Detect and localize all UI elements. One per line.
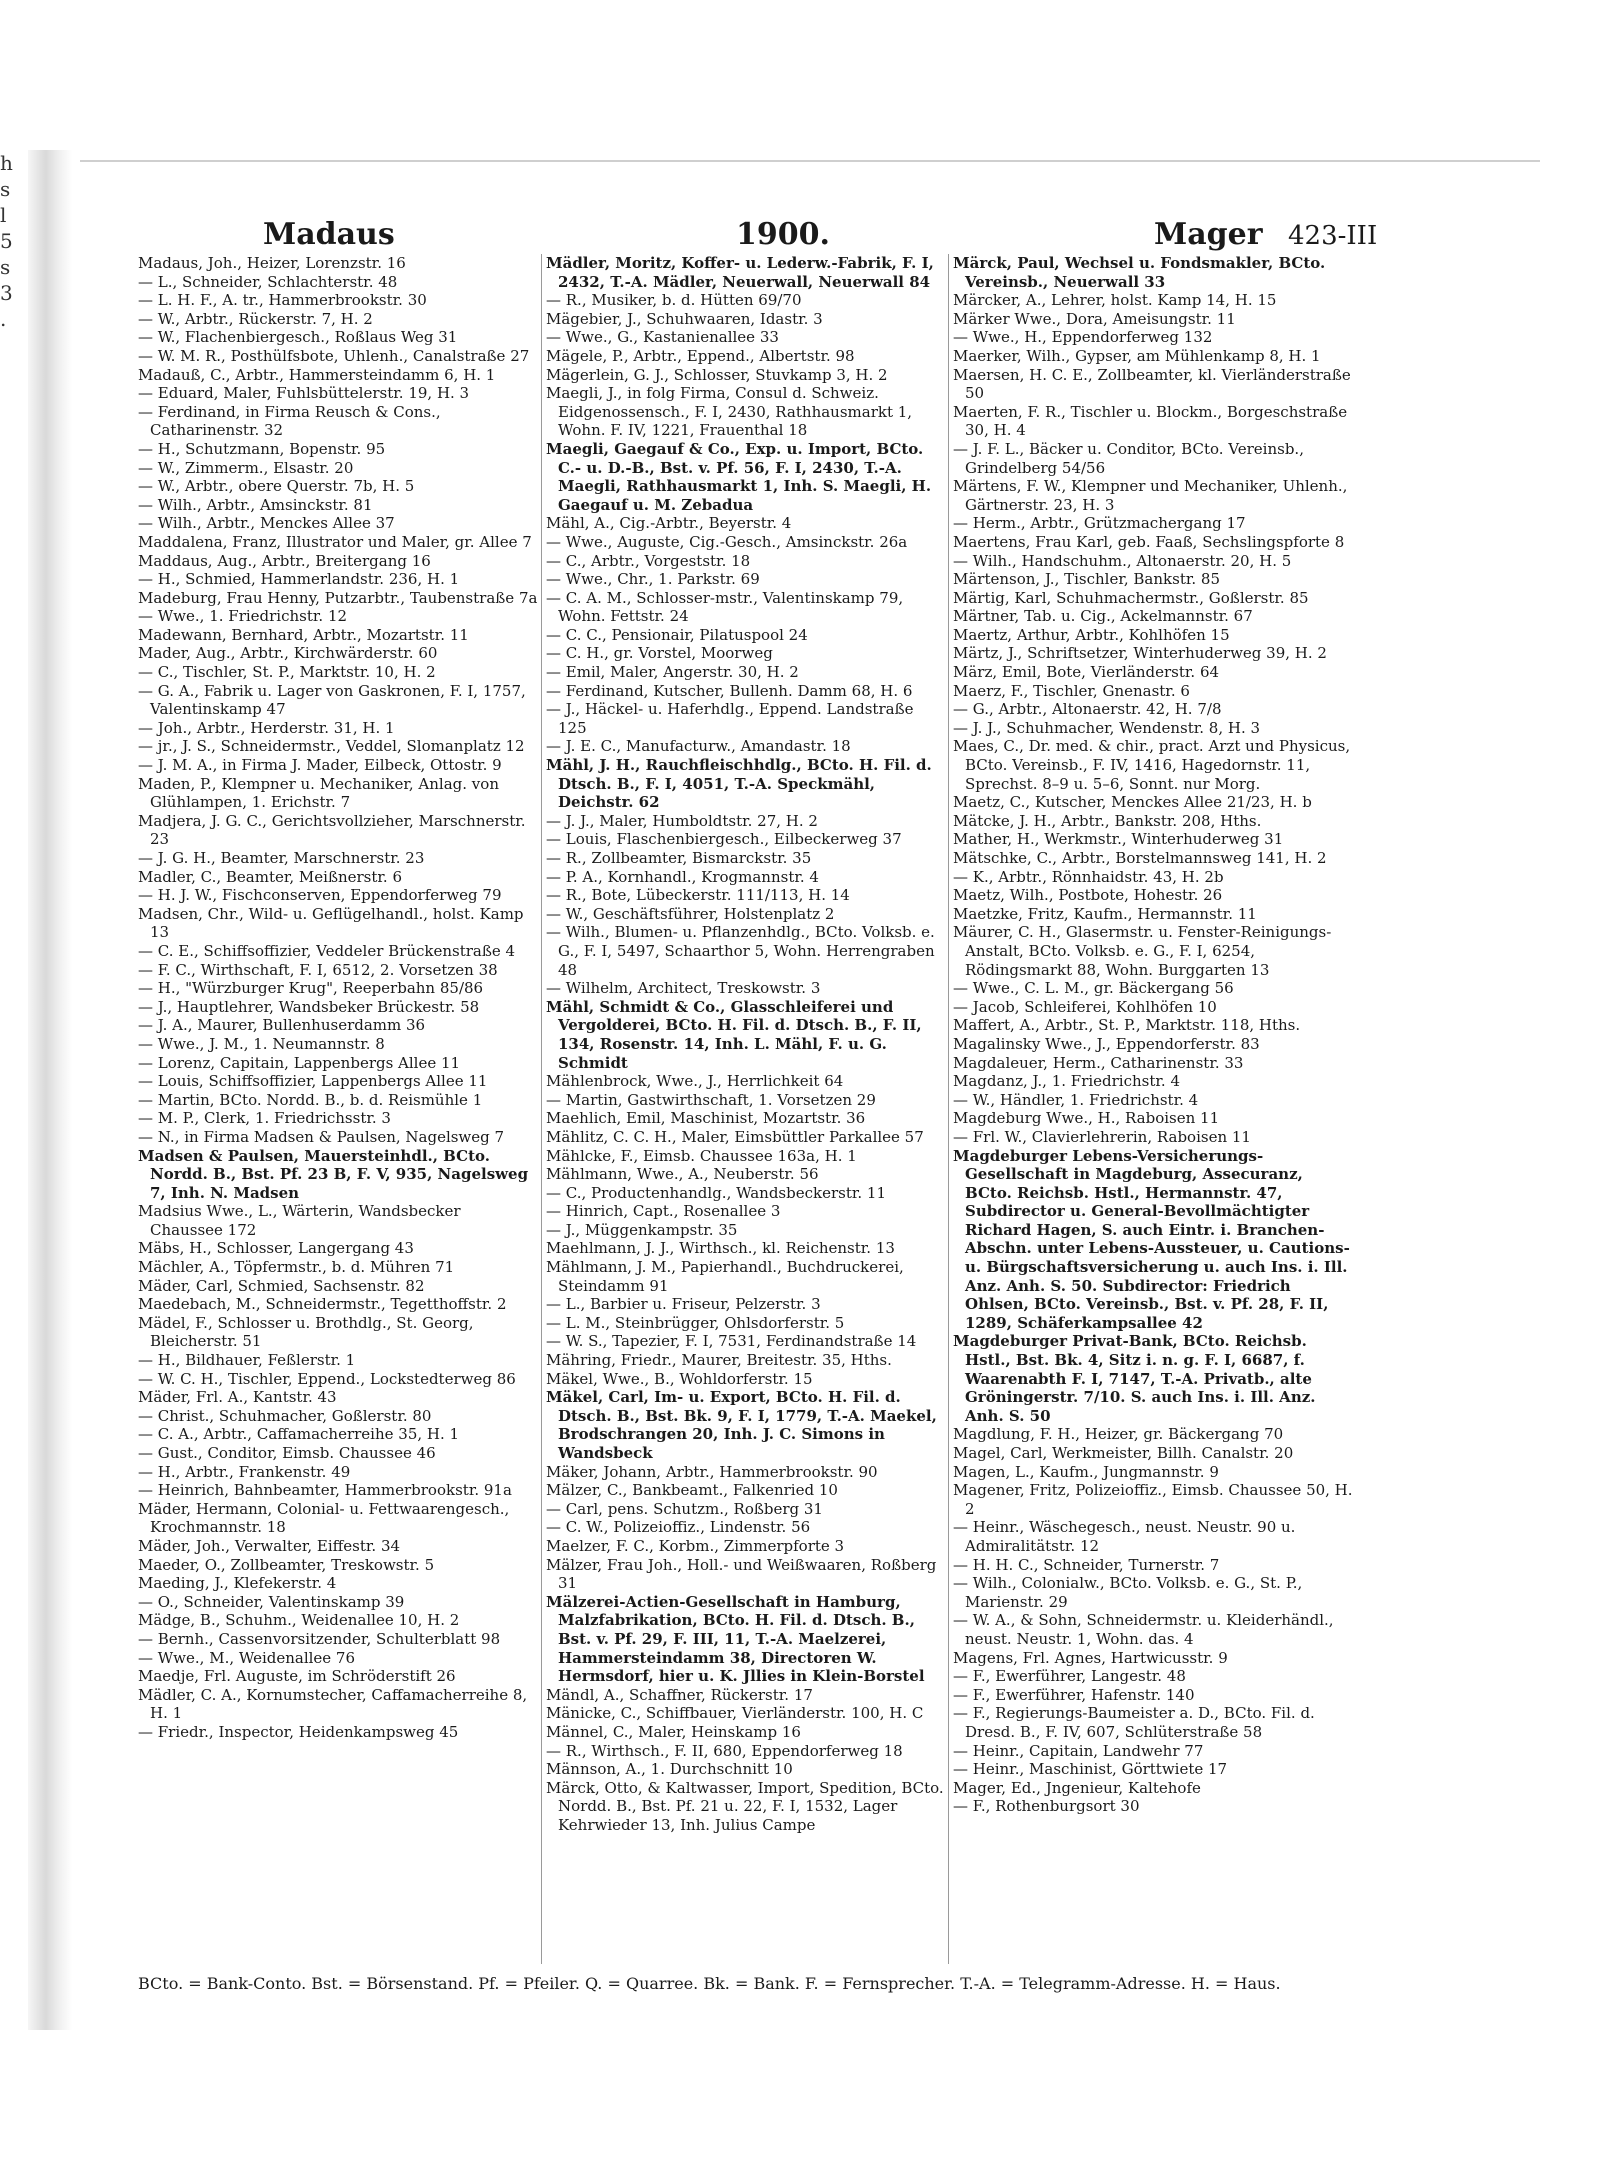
directory-entry: Märtens, F. W., Klempner und Mechaniker, Uhlenh., Gärtnerstr. 23, H. 3 [953, 477, 1348, 514]
directory-entry: Madewann, Bernhard, Arbtr., Mozartstr. 11 [138, 625, 469, 644]
directory-entry: — W., Flachenbiergesch., Roßlaus Weg 31 [138, 328, 458, 347]
directory-entry: — R., Zollbeamter, Bismarckstr. 35 [546, 849, 812, 867]
directory-entry: Magdanz, J., 1. Friedrichstr. 4 [953, 1072, 1180, 1091]
directory-entry: Mählenbrock, Wwe., J., Herrlichkeit 64 [546, 1072, 844, 1091]
directory-entry: Mähl, Schmidt & Co., Glasschleiferei und Vergolderei, BCto. H. Fil. d. Dtsch. B., F. II, 134, Rosenstr. 14, Inh. L. Mähl, F. u. G. Schmidt [546, 997, 922, 1072]
directory-entry: Madeburg, Frau Henny, Putzarbtr., Taubenstraße 7a [138, 588, 538, 607]
directory-entry: Magdeburg Wwe., H., Raboisen 11 [953, 1109, 1220, 1128]
fragment-char: 5 [0, 229, 13, 253]
directory-entry: — Frl. W., Clavierlehrerin, Raboisen 11 [953, 1127, 1251, 1146]
directory-entry: Mägele, P., Arbtr., Eppend., Albertstr. 98 [546, 346, 855, 365]
directory-entry: Madjera, J. G. C., Gerichtsvollzieher, Marschnerstr. 23 [138, 811, 526, 849]
directory-entry: — L., Schneider, Schlachterstr. 48 [138, 272, 398, 291]
directory-entry: Mählcke, F., Eimsb. Chaussee 163a, H. 1 [546, 1146, 857, 1165]
directory-entry: Maden, P., Klempner u. Mechaniker, Anlag. von Glühlampen, 1. Erichstr. 7 [138, 774, 499, 812]
directory-entry: — F., Ewerführer, Langestr. 48 [953, 1667, 1186, 1686]
directory-entry: — W. M. R., Posthülfsbote, Uhlenh., Canalstraße 27 [138, 346, 530, 365]
directory-entry: — Louis, Flaschenbiergesch., Eilbeckerweg 37 [546, 830, 902, 849]
column-2 [546, 254, 946, 1964]
directory-entry: Mähring, Friedr., Maurer, Breitestr. 35, Hths. [546, 1351, 892, 1370]
directory-entry: Madsen & Paulsen, Mauersteinhdl., BCto. Nordd. B., Bst. Pf. 23 B, F. V, 935, Nagelsweg 7, Inh. N. Madsen [138, 1146, 529, 1202]
directory-entry: — K., Arbtr., Rönnhaidstr. 43, H. 2b [953, 867, 1224, 886]
directory-entry: Mäurer, C. H., Glasermstr. u. Fenster-Reinigungs-Anstalt, BCto. Volksb. e. G., F. I, 6254, Rödingsmarkt 88, Wohn. Burggarten 13 [953, 923, 1332, 979]
directory-entry: Maetz, Wilh., Postbote, Hohestr. 26 [953, 886, 1223, 905]
directory-entry: — Eduard, Maler, Fuhlsbüttelerstr. 19, H. 3 [138, 384, 470, 403]
directory-entry: — H., Schmied, Hammerlandstr. 236, H. 1 [138, 570, 460, 589]
directory-entry: — H. H. C., Schneider, Turnerstr. 7 [953, 1555, 1220, 1574]
directory-entry: Mätcke, J. H., Arbtr., Bankstr. 208, Hths. [953, 811, 1262, 830]
directory-entry: — Wilhelm, Architect, Treskowstr. 3 [546, 979, 821, 998]
directory-entry: Magens, Frl. Agnes, Hartwicusstr. 9 [953, 1648, 1228, 1667]
directory-entry: Maehlmann, J. J., Wirthsch., kl. Reichenstr. 13 [546, 1239, 895, 1258]
directory-entry: Mätschke, C., Arbtr., Borstelmannsweg 141, H. 2 [953, 849, 1327, 867]
directory-entry: — W., Arbtr., obere Querstr. 7b, H. 5 [138, 477, 415, 496]
directory-entry: Maetzke, Fritz, Kaufm., Hermannstr. 11 [953, 904, 1257, 923]
directory-entry: Mändl, A., Schaffner, Rückerstr. 17 [546, 1685, 813, 1704]
directory-entry: — J. M. A., in Firma J. Mader, Eilbeck, Ottostr. 9 [138, 756, 502, 775]
directory-entry: Maeder, O., Zollbeamter, Treskowstr. 5 [138, 1555, 435, 1574]
directory-entry: Maddaus, Aug., Arbtr., Breitergang 16 [138, 551, 431, 570]
directory-entry: — F., Rothenburgsort 30 [953, 1797, 1140, 1816]
directory-entry: Maerker, Wilh., Gypser, am Mühlenkamp 8, H. 1 [953, 346, 1321, 365]
directory-entry: — W., Geschäftsführer, Holstenplatz 2 [546, 904, 835, 923]
directory-entry: Mägerlein, G. J., Schlosser, Stuvkamp 3, H. 2 [546, 365, 888, 384]
fragment-char: s [0, 255, 11, 279]
directory-entry: — C. A., Arbtr., Caffamacherreihe 35, H. 1 [138, 1425, 460, 1444]
directory-entry: — C. A. M., Schlosser-mstr., Valentinskamp 79, Wohn. Fettstr. 24 [546, 588, 904, 626]
directory-entry: — C., Tischler, St. P., Marktstr. 10, H. 2 [138, 663, 436, 682]
directory-entry: — R., Wirthsch., F. II, 680, Eppendorferweg 18 [546, 1741, 903, 1760]
directory-entry: — J. G. H., Beamter, Marschnerstr. 23 [138, 849, 425, 867]
header-right-keyword: Mager [1154, 217, 1263, 252]
directory-entry: — Jacob, Schleiferei, Kohlhöfen 10 [953, 997, 1217, 1016]
directory-entry: — W., Händler, 1. Friedrichstr. 4 [953, 1090, 1199, 1109]
directory-entry: — L., Barbier u. Friseur, Pelzerstr. 3 [546, 1295, 821, 1314]
page-number: 423-III [1288, 221, 1378, 251]
directory-entry: — Wwe., M., Weidenallee 76 [138, 1648, 356, 1667]
directory-entry: — Louis, Schiffsoffizier, Lappenbergs Allee 11 [138, 1072, 488, 1091]
directory-entry: — G., Arbtr., Altonaerstr. 42, H. 7/8 [953, 700, 1222, 719]
directory-entry: — Wilh., Colonialw., BCto. Volksb. e. G., St. P., Marienstr. 29 [953, 1574, 1303, 1611]
directory-entry: — Bernh., Cassenvorsitzender, Schulterblatt 98 [138, 1629, 501, 1648]
directory-entry: — C. E., Schiffsoffizier, Veddeler Brückenstraße 4 [138, 941, 516, 960]
directory-entry: — W. C. H., Tischler, Eppend., Lockstedterweg 86 [138, 1369, 516, 1388]
directory-entry: Magdaleuer, Herm., Catharinenstr. 33 [953, 1053, 1244, 1072]
fragment-char: h [0, 151, 13, 175]
directory-entry: — Lorenz, Capitain, Lappenbergs Allee 11 [138, 1053, 461, 1072]
directory-entry: — Wwe., C. L. M., gr. Bäckergang 56 [953, 979, 1234, 998]
directory-entry: Magdeburger Lebens-Versicherungs-Gesellschaft in Magdeburg, Assecuranz, BCto. Reichsb. Hstl., Hermannstr. 47, Subdirector u. General-Bevollmächtigter Richard Hagen, S. auch Eintr. i. Branchen-Abschn. unter Lebens-Aussteuer, u. Cautions- u. Bürgschaftsversicherung u. auch Ins. i. Ill. Anz. Anh. S. 50. Subdirector: Friedrich Ohlsen, BCto. Vereinsb., Bst. v. Pf. 28, F. II, 1289, Schäferkampsallee 42 [953, 1146, 1350, 1332]
directory-entry: — Hinrich, Capt., Rosenallee 3 [546, 1202, 781, 1221]
fragment-char: l [0, 203, 7, 227]
directory-entry: — J. J., Maler, Humboldtstr. 27, H. 2 [546, 811, 818, 830]
directory-entry: Maddalena, Franz, Illustrator und Maler, gr. Allee 7 [138, 532, 532, 551]
directory-entry: — Wwe., 1. Friedrichstr. 12 [138, 607, 348, 626]
directory-entry: Magalinsky Wwe., J., Eppendorferstr. 83 [953, 1034, 1260, 1053]
directory-entry: Maelzer, F. C., Korbm., Zimmerpforte 3 [546, 1536, 845, 1555]
directory-entry: Maehlich, Emil, Maschinist, Mozartstr. 36 [546, 1109, 866, 1128]
directory-entry: Madsius Wwe., L., Wärterin, Wandsbecker Chaussee 172 [138, 1202, 461, 1239]
directory-entry: — L. H. F., A. tr., Hammerbrookstr. 30 [138, 291, 427, 310]
directory-entry: — W. A., & Sohn, Schneidermstr. u. Kleiderhändl., neust. Neustr. 1, Wohn. das. 4 [953, 1611, 1334, 1648]
directory-columns [138, 254, 1393, 1964]
directory-entry: — Wwe., Auguste, Cig.-Gesch., Amsinckstr. 26a [546, 532, 908, 551]
directory-entry: Mächler, A., Töpfermstr., b. d. Mühren 71 [138, 1258, 455, 1277]
directory-entry: — O., Schneider, Valentinskamp 39 [138, 1592, 405, 1611]
directory-entry: — R., Bote, Lübeckerstr. 111/113, H. 14 [546, 886, 850, 905]
directory-entry: Maertz, Arthur, Arbtr., Kohlhöfen 15 [953, 625, 1230, 644]
directory-entry: — Martin, BCto. Nordd. B., b. d. Reismühle 1 [138, 1090, 483, 1109]
directory-entry: Magener, Fritz, Polizeioffiz., Eimsb. Chaussee 50, H. 2 [953, 1481, 1353, 1518]
directory-entry: Märtig, Karl, Schuhmachermstr., Goßlerstr. 85 [953, 588, 1309, 607]
directory-entry: Mädel, F., Schlosser u. Brothdlg., St. Georg, Bleicherstr. 51 [138, 1313, 474, 1351]
directory-entry: — R., Musiker, b. d. Hütten 69/70 [546, 291, 802, 310]
directory-entry: Mählmann, J. M., Papierhandl., Buchdruckerei, Steindamm 91 [546, 1258, 904, 1295]
directory-entry: — Gust., Conditor, Eimsb. Chaussee 46 [138, 1444, 436, 1462]
left-page-fragment [0, 150, 22, 1750]
column-divider [541, 254, 542, 1964]
directory-entry: — Friedr., Inspector, Heidenkampsweg 45 [138, 1722, 459, 1741]
directory-entry: — Wilh., Blumen- u. Pflanzenhdlg., BCto. Volksb. e. G., F. I, 5497, Schaarthor 5, Wohn. Herrengraben 48 [546, 923, 935, 979]
directory-entry: — Wilh., Handschuhm., Altonaerstr. 20, H. 5 [953, 551, 1292, 570]
directory-entry: — Joh., Arbtr., Herderstr. 31, H. 1 [138, 718, 395, 737]
directory-entry: — J., Häckel- u. Haferhdlg., Eppend. Landstraße 125 [546, 700, 914, 737]
directory-entry: Magdeburger Privat-Bank, BCto. Reichsb. Hstl., Bst. Bk. 4, Sitz i. n. g. F. I, 6687, f. Waarenabth F. I, 7147, T.-A. Privatb., alte Gröningerstr. 7/10. S. auch Ins. i. Ill. Anz. Anh. S. 50 [953, 1332, 1316, 1425]
directory-entry: Männson, A., 1. Durchschnitt 10 [546, 1760, 793, 1779]
directory-entry: Mähl, A., Cig.-Arbtr., Beyerstr. 4 [546, 514, 792, 533]
directory-entry: Mäkel, Wwe., B., Wohldorferstr. 15 [546, 1369, 813, 1388]
directory-entry: Männel, C., Maler, Heinskamp 16 [546, 1722, 801, 1741]
directory-entry: — M. P., Clerk, 1. Friedrichsstr. 3 [138, 1109, 391, 1128]
directory-entry: Mädler, Moritz, Koffer- u. Lederw.-Fabrik, F. I, 2432, T.-A. Mädler, Neuerwall, Neuerwall 84 [546, 254, 934, 291]
directory-entry: — F., Regierungs-Baumeister a. D., BCto. Fil. d. Dresd. B., F. IV, 607, Schlüterstraße 58 [953, 1704, 1315, 1741]
directory-entry: Maeding, J., Klefekerstr. 4 [138, 1574, 337, 1593]
directory-entry: — H., Bildhauer, Feßlerstr. 1 [138, 1351, 356, 1370]
directory-entry: Mälzer, C., Bankbeamt., Falkenried 10 [546, 1481, 838, 1500]
directory-entry: Magdlung, F. H., Heizer, gr. Bäckergang 70 [953, 1425, 1284, 1444]
directory-entry: — Heinr., Capitain, Landwehr 77 [953, 1741, 1204, 1760]
directory-entry: — Wwe., H., Eppendorferweg 132 [953, 328, 1213, 347]
directory-entry: — H., "Würzburger Krug", Reeperbahn 85/86 [138, 979, 484, 998]
directory-entry: — C. W., Polizeioffiz., Lindenstr. 56 [546, 1518, 811, 1537]
directory-entry: — C., Arbtr., Vorgeststr. 18 [546, 551, 751, 570]
directory-entry: — F. C., Wirthschaft, F. I, 6512, 2. Vorsetzen 38 [138, 960, 498, 979]
column-divider [948, 254, 949, 1964]
directory-entry: Mädler, C. A., Kornumstecher, Caffamacherreihe 8, H. 1 [138, 1685, 528, 1723]
directory-entry: Maedje, Frl. Auguste, im Schröderstift 26 [138, 1667, 456, 1686]
directory-entry: Mather, H., Werkmstr., Winterhuderweg 31 [953, 830, 1284, 849]
fragment-char: . [0, 307, 7, 331]
directory-entry: — Heinr., Wäschegesch., neust. Neustr. 90 u. Admiralitätstr. 12 [953, 1518, 1296, 1555]
directory-entry: — J. F. L., Bäcker u. Conditor, BCto. Vereinsb., Grindelberg 54/56 [953, 439, 1304, 477]
directory-entry: Mäder, Joh., Verwalter, Eiffestr. 34 [138, 1536, 401, 1555]
directory-entry: — Ferdinand, Kutscher, Bullenh. Damm 68, H. 6 [546, 681, 913, 700]
directory-entry: — Ferdinand, in Firma Reusch & Cons., Catharinenstr. 32 [138, 402, 441, 440]
directory-entry: — W., Arbtr., Rückerstr. 7, H. 2 [138, 309, 373, 328]
directory-entry: Maersen, H. C. E., Zollbeamter, kl. Vierländerstraße 50 [953, 365, 1351, 403]
directory-entry: Märck, Otto, & Kaltwasser, Import, Spedition, BCto. Nordd. B., Bst. Pf. 21 u. 22, F. I, 1532, Lager Kehrwieder 13, Inh. Julius Campe [546, 1778, 944, 1834]
book-gutter [28, 150, 72, 2030]
directory-entry: — J. E. C., Manufacturw., Amandastr. 18 [546, 737, 851, 756]
directory-entry: Maes, C., Dr. med. & chir., pract. Arzt und Physicus, BCto. Vereinsb., F. IV, 1416, Hagedornstr. 11, Sprechst. 8–9 u. 5–6, Sonnt. nur Morg. [953, 737, 1351, 793]
directory-entry: — F., Ewerführer, Hafenstr. 140 [953, 1685, 1195, 1704]
directory-entry: — J. J., Schuhmacher, Wendenstr. 8, H. 3 [953, 718, 1261, 737]
directory-entry: — Wilh., Arbtr., Amsinckstr. 81 [138, 495, 373, 514]
directory-entry: Maedebach, M., Schneidermstr., Tegetthoffstr. 2 [138, 1295, 507, 1314]
directory-entry: Mäder, Carl, Schmied, Sachsenstr. 82 [138, 1276, 425, 1295]
directory-entry: Märcker, A., Lehrer, holst. Kamp 14, H. 15 [953, 291, 1277, 310]
directory-entry: Maegli, J., in folg Firma, Consul d. Schweiz. Eidgenossensch., F. I, 2430, Rathhausmarkt 1, Wohn. F. IV, 1221, Frauenthal 18 [546, 384, 913, 440]
directory-entry: Madaus, Joh., Heizer, Lorenzstr. 16 [138, 254, 406, 272]
directory-entry: Märtz, J., Schriftsetzer, Winterhuderweg 39, H. 2 [953, 644, 1327, 663]
directory-entry: Madsen, Chr., Wild- u. Geflügelhandl., holst. Kamp 13 [138, 904, 524, 942]
header-left-keyword: Madaus [263, 217, 395, 252]
directory-entry: Maerten, F. R., Tischler u. Blockm., Borgeschstraße 30, H. 4 [953, 402, 1348, 440]
directory-entry: — C. H., gr. Vorstel, Moorweg [546, 644, 773, 663]
directory-entry: Mähl, J. H., Rauchfleischhdlg., BCto. H. Fil. d. Dtsch. B., F. I, 4051, T.-A. Speckmähl, Deichstr. 62 [546, 756, 932, 812]
directory-entry: März, Emil, Bote, Vierländerstr. 64 [953, 663, 1220, 682]
directory-entry: Mäkel, Carl, Im- u. Export, BCto. H. Fil. d. Dtsch. B., Bst. Bk. 9, F. I, 1779, T.-A. Maekel, Brodschrangen 20, Inh. J. C. Simons in Wandsbeck [546, 1388, 937, 1462]
directory-entry: — Wwe., G., Kastanienallee 33 [546, 328, 779, 347]
directory-entry: Märker Wwe., Dora, Ameisungstr. 11 [953, 309, 1236, 328]
directory-entry: Mälzerei-Actien-Gesellschaft in Hamburg, Malzfabrikation, BCto. H. Fil. d. Dtsch. B., Bst. v. Pf. 29, F. III, 11, T.-A. Maelzerei, Hammersteindamm 38, Directoren W. Hermsdorf, hier u. K. Jllies in Klein-Borstel [546, 1592, 925, 1686]
directory-entry: Madauß, C., Arbtr., Hammersteindamm 6, H. 1 [138, 365, 496, 384]
abbreviation-legend: BCto. = Bank-Conto. Bst. = Börsenstand. Pf. = Pfeiler. Q. = Quarree. Bk. = Bank. F. = Fernsprecher. T.-A. = Telegramm-Adresse. H. = Haus. [138, 1974, 1281, 1993]
directory-entry: Mader, Aug., Arbtr., Kirchwärderstr. 60 [138, 644, 438, 663]
directory-entry: Mädge, B., Schuhm., Weidenallee 10, H. 2 [138, 1611, 460, 1630]
directory-entry: — Christ., Schuhmacher, Goßlerstr. 80 [138, 1406, 432, 1425]
directory-entry: — Wilh., Arbtr., Menckes Allee 37 [138, 514, 395, 533]
directory-entry: Madler, C., Beamter, Meißnerstr. 6 [138, 867, 403, 886]
header-year: 1900. [736, 217, 830, 252]
directory-entry: Mählitz, C. C. H., Maler, Eimsbüttler Parkallee 57 [546, 1127, 924, 1146]
directory-entry: — Carl, pens. Schutzm., Roßberg 31 [546, 1499, 823, 1518]
directory-entry: — W., Zimmerm., Elsastr. 20 [138, 458, 354, 477]
directory-entry: Märtenson, J., Tischler, Bankstr. 85 [953, 570, 1220, 589]
directory-entry: Märtner, Tab. u. Cig., Ackelmannstr. 67 [953, 607, 1253, 626]
directory-entry: Mägebier, J., Schuhwaaren, Idastr. 3 [546, 309, 823, 328]
directory-entry: — J., Müggenkampstr. 35 [546, 1220, 738, 1239]
directory-entry: — C. C., Pensionair, Pilatuspool 24 [546, 625, 808, 644]
directory-entry: — Herm., Arbtr., Grützmachergang 17 [953, 514, 1246, 533]
directory-entry: Maerz, F., Tischler, Gnenastr. 6 [953, 681, 1190, 700]
directory-entry: — Martin, Gastwirthschaft, 1. Vorsetzen 29 [546, 1090, 876, 1109]
directory-entry: Maetz, C., Kutscher, Menckes Allee 21/23, H. b [953, 793, 1312, 812]
column-3 [953, 254, 1353, 1964]
directory-entry: — jr., J. S., Schneidermstr., Veddel, Slomanplatz 12 [138, 737, 525, 756]
directory-entry: Mänicke, C., Schiffbauer, Vierländerstr. 100, H. C [546, 1704, 924, 1723]
directory-entry: — Emil, Maler, Angerstr. 30, H. 2 [546, 663, 799, 682]
directory-page [80, 160, 1540, 2042]
directory-entry: Mählmann, Wwe., A., Neuberstr. 56 [546, 1165, 819, 1184]
fragment-char: 3 [0, 281, 13, 305]
directory-entry: — W. S., Tapezier, F. I, 7531, Ferdinandstraße 14 [546, 1332, 917, 1351]
directory-entry: — J. A., Maurer, Bullenhuserdamm 36 [138, 1016, 426, 1035]
directory-entry: — Wwe., J. M., 1. Neumannstr. 8 [138, 1034, 385, 1053]
directory-entry: — Wwe., Chr., 1. Parkstr. 69 [546, 570, 760, 589]
directory-entry: — C., Productenhandlg., Wandsbeckerstr. 11 [546, 1183, 887, 1202]
directory-entry: Maegli, Gaegauf & Co., Exp. u. Import, BCto. C.- u. D.-B., Bst. v. Pf. 56, F. I, 2430, T.-A. Maegli, Rathhausmarkt 1, Inh. S. Maegli, H. Gaegauf u. M. Zebadua [546, 439, 932, 514]
directory-entry: — N., in Firma Madsen & Paulsen, Nagelsweg 7 [138, 1127, 505, 1146]
directory-entry: Mager, Ed., Jngenieur, Kaltehofe [953, 1778, 1201, 1797]
directory-entry: — H. J. W., Fischconserven, Eppendorferweg 79 [138, 886, 502, 905]
directory-entry: Mälzer, Frau Joh., Holl.- und Weißwaaren, Roßberg 31 [546, 1555, 937, 1593]
directory-entry: — H., Arbtr., Frankenstr. 49 [138, 1462, 351, 1481]
directory-entry: Maertens, Frau Karl, geb. Faaß, Sechslingspforte 8 [953, 532, 1345, 551]
directory-entry: Magel, Carl, Werkmeister, Billh. Canalstr. 20 [953, 1444, 1294, 1462]
fragment-char: s [0, 177, 11, 201]
directory-entry: — G. A., Fabrik u. Lager von Gaskronen, F. I, 1757, Valentinskamp 47 [138, 681, 526, 719]
directory-entry: — P. A., Kornhandl., Krogmannstr. 4 [546, 867, 819, 886]
directory-entry: — H., Schutzmann, Bopenstr. 95 [138, 439, 386, 458]
directory-entry: Maffert, A., Arbtr., St. P., Marktstr. 118, Hths. [953, 1016, 1301, 1035]
directory-entry: — J., Hauptlehrer, Wandsbeker Brückestr. 58 [138, 997, 480, 1016]
directory-entry: Mäbs, H., Schlosser, Langergang 43 [138, 1239, 414, 1258]
directory-entry: Mäder, Frl. A., Kantstr. 43 [138, 1388, 337, 1407]
directory-entry: — Heinrich, Bahnbeamter, Hammerbrookstr. 91a [138, 1481, 512, 1500]
directory-entry: Magen, L., Kaufm., Jungmannstr. 9 [953, 1462, 1219, 1481]
column-1 [138, 254, 538, 1964]
directory-entry: Märck, Paul, Wechsel u. Fondsmakler, BCto. Vereinsb., Neuerwall 33 [953, 254, 1326, 291]
directory-entry: Mäker, Johann, Arbtr., Hammerbrookstr. 90 [546, 1462, 878, 1481]
directory-entry: Mäder, Hermann, Colonial- u. Fettwaarengesch., Krochmannstr. 18 [138, 1499, 510, 1537]
directory-entry: — L. M., Steinbrügger, Ohlsdorferstr. 5 [546, 1313, 845, 1332]
directory-entry: — Heinr., Maschinist, Görttwiete 17 [953, 1760, 1228, 1779]
